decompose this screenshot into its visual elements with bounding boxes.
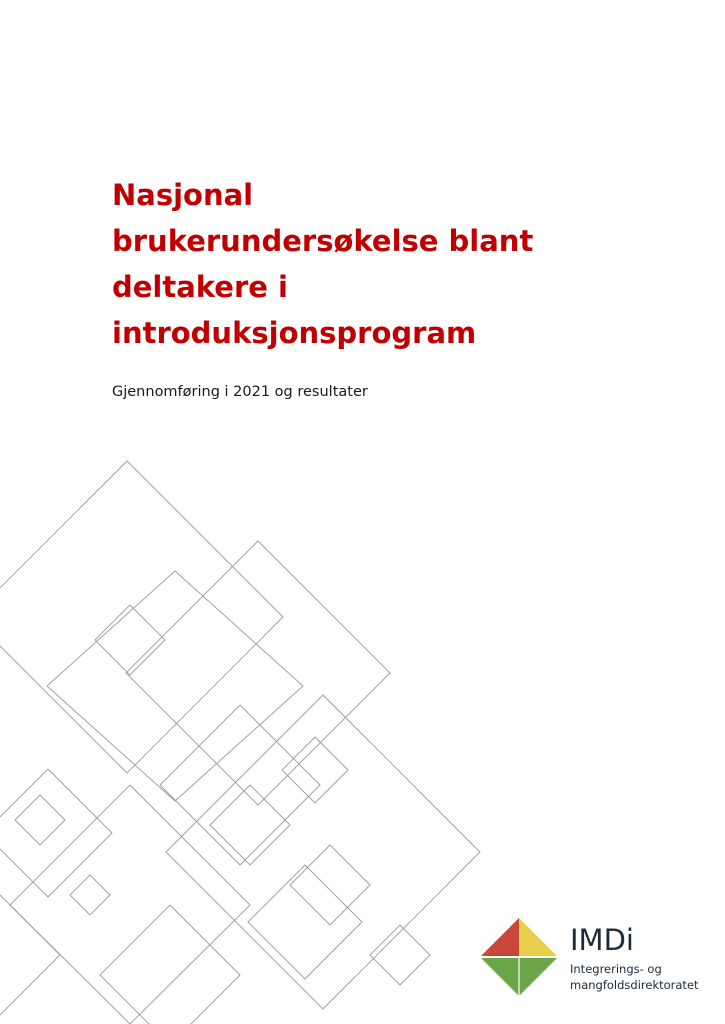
imdi-logo-icon [479, 916, 559, 998]
logo-red-triangle [481, 918, 519, 956]
report-subtitle: Gjennomføring i 2021 og resultater [112, 384, 368, 400]
logo-name: IMDi [570, 923, 634, 957]
report-title-line: Nasjonal [112, 178, 254, 212]
report-title-line: introduksjonsprogram [112, 316, 477, 350]
logo-subtitle-line: mangfoldsdirektoratet [570, 978, 699, 992]
report-title [112, 172, 632, 356]
report-title-line: brukerundersøkelse blant [112, 224, 534, 258]
logo-yellow-triangle [519, 918, 557, 956]
logo-subtitle [570, 961, 699, 993]
report-title-line: deltakere i [112, 270, 288, 304]
logo-subtitle-line: Integrerings- og [570, 962, 662, 976]
